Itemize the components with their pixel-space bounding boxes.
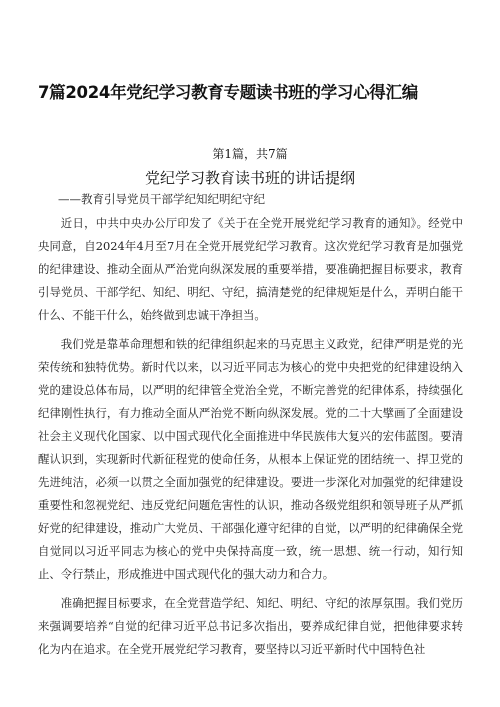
byline: ——教育引导党员干部学纪知纪明纪守纪 (58, 192, 265, 206)
body-text (38, 212, 463, 667)
paragraph: 我们党是靠革命理想和铁的纪律组织起来的马克思主义政党，纪律严明是党的光荣传统和独特优势。新时代以来，以习近平同志为核心的党中央把党的纪律建设纳入党的建设总体布局，以严明的纪律管全党治全党，不断完善党的纪律体系，持续强化纪律刚性执行，有力推动全面从严治党不断向纵深发展。党的二十大擘画了全面建设社会主义现代化国家、以中国式现代化全面推进中华民族伟大复兴的宏伟蓝图。要清醒认识到，实现新时代新征程党的使命任务，从根本上保证党的团结统一、捍卫党的先进纯洁，必须一以贯之全面加强党的纪律建设。要进一步深化对加强党的纪律建设重要性和忽视党纪、违反党纪问题危害性的认识，推动各级党组织和领导班子从严抓好党的纪律建设，推动广大党员、干部强化遵守纪律的自觉，以严明的纪律确保全党自觉同以习近平同志为核心的党中央保持高度一致，统一思想、统一行动，知行知止、令行禁止，形成推进中国式现代化的强大动力和合力。 (38, 337, 463, 581)
page-indicator: 第1篇，共7篇 (212, 147, 288, 161)
section-title: 党纪学习教育读书班的讲话提纲 (144, 169, 355, 187)
paragraph: 准确把握目标要求，在全党营造学纪、知纪、明纪、守纪的浓厚氛围。我们党历来强调要培养“自觉的纪律习近平总书记多次指出，要养成纪律自觉，把他律要求转化为内在追求。在全党开展党纪学习教育，要坚持以习近平新时代中国特色社 (38, 596, 463, 656)
document-title: 7篇2024年党纪学习教育专题读书班的学习心得汇编 (38, 83, 418, 102)
paragraph: 近日，中共中央办公厅印发了《关于在全党开展党纪学习教育的通知》。经党中央同意，自2024年4月至7月在全党开展党纪学习教育。这次党纪学习教育是加强党的纪律建设、推动全面从严治党向纵深发展的重要举措，要准确把握目标要求，教育引导党员、干部学纪、知纪、明纪、守纪，搞清楚党的纪律规矩是什么，弄明白能干什么、不能干什么，始终做到忠诚干净担当。 (38, 216, 463, 322)
